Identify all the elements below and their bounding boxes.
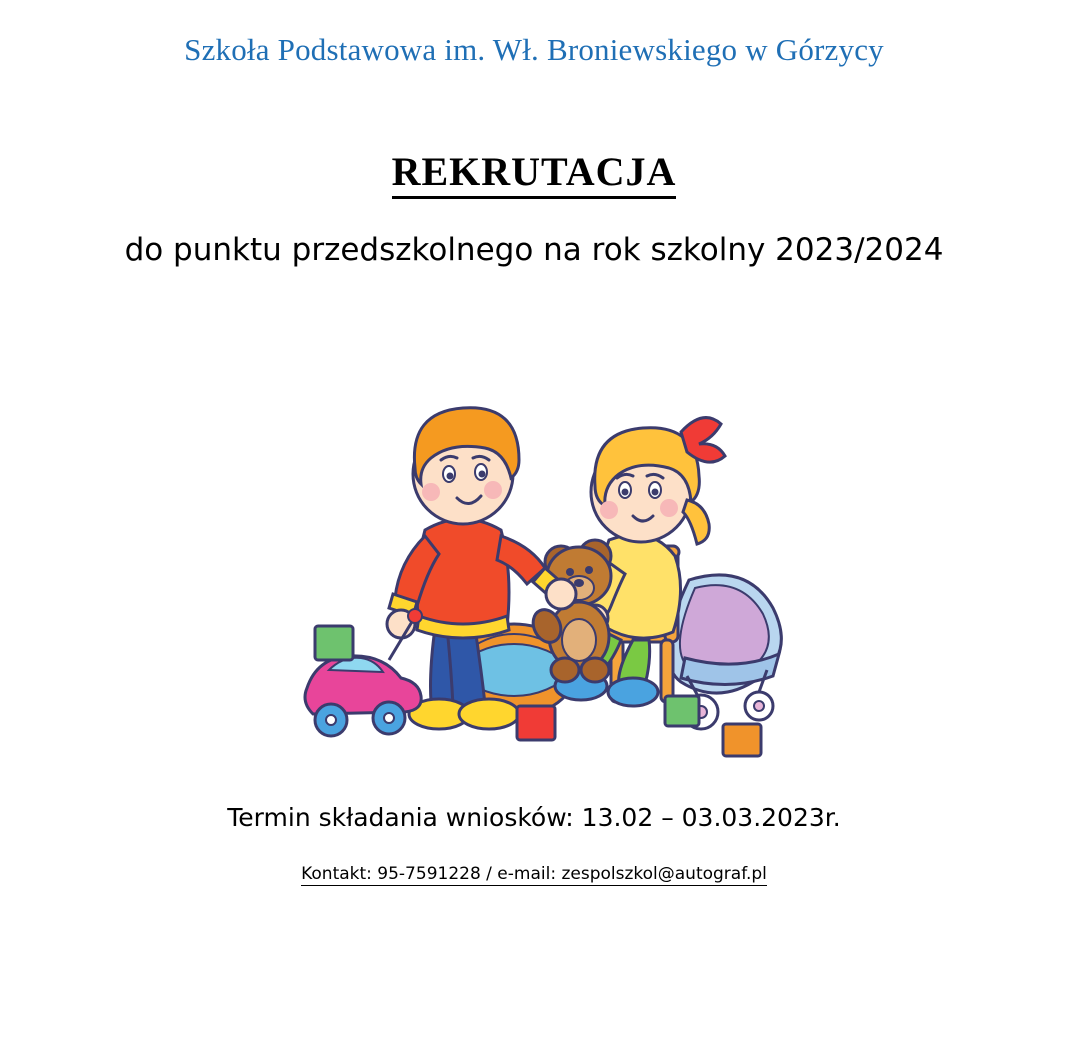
page-title bbox=[0, 148, 1068, 195]
school-name-header: Szkoła Podstawowa im. Wł. Broniewskiego w Górzycy bbox=[184, 32, 884, 67]
application-deadline-text: Termin składania wniosków: 13.02 – 03.03.2023r. bbox=[227, 803, 841, 832]
contact-info-text: Kontakt: 95-7591228 / e-mail: zespolszkol@autograf.pl bbox=[301, 864, 767, 884]
page-subtitle: do punktu przedszkolnego na rok szkolny 2023/2024 bbox=[124, 232, 944, 268]
children-playing-illustration bbox=[289, 340, 799, 785]
page-title-text: REKRUTACJA bbox=[392, 149, 677, 199]
contact-info bbox=[0, 864, 1068, 884]
